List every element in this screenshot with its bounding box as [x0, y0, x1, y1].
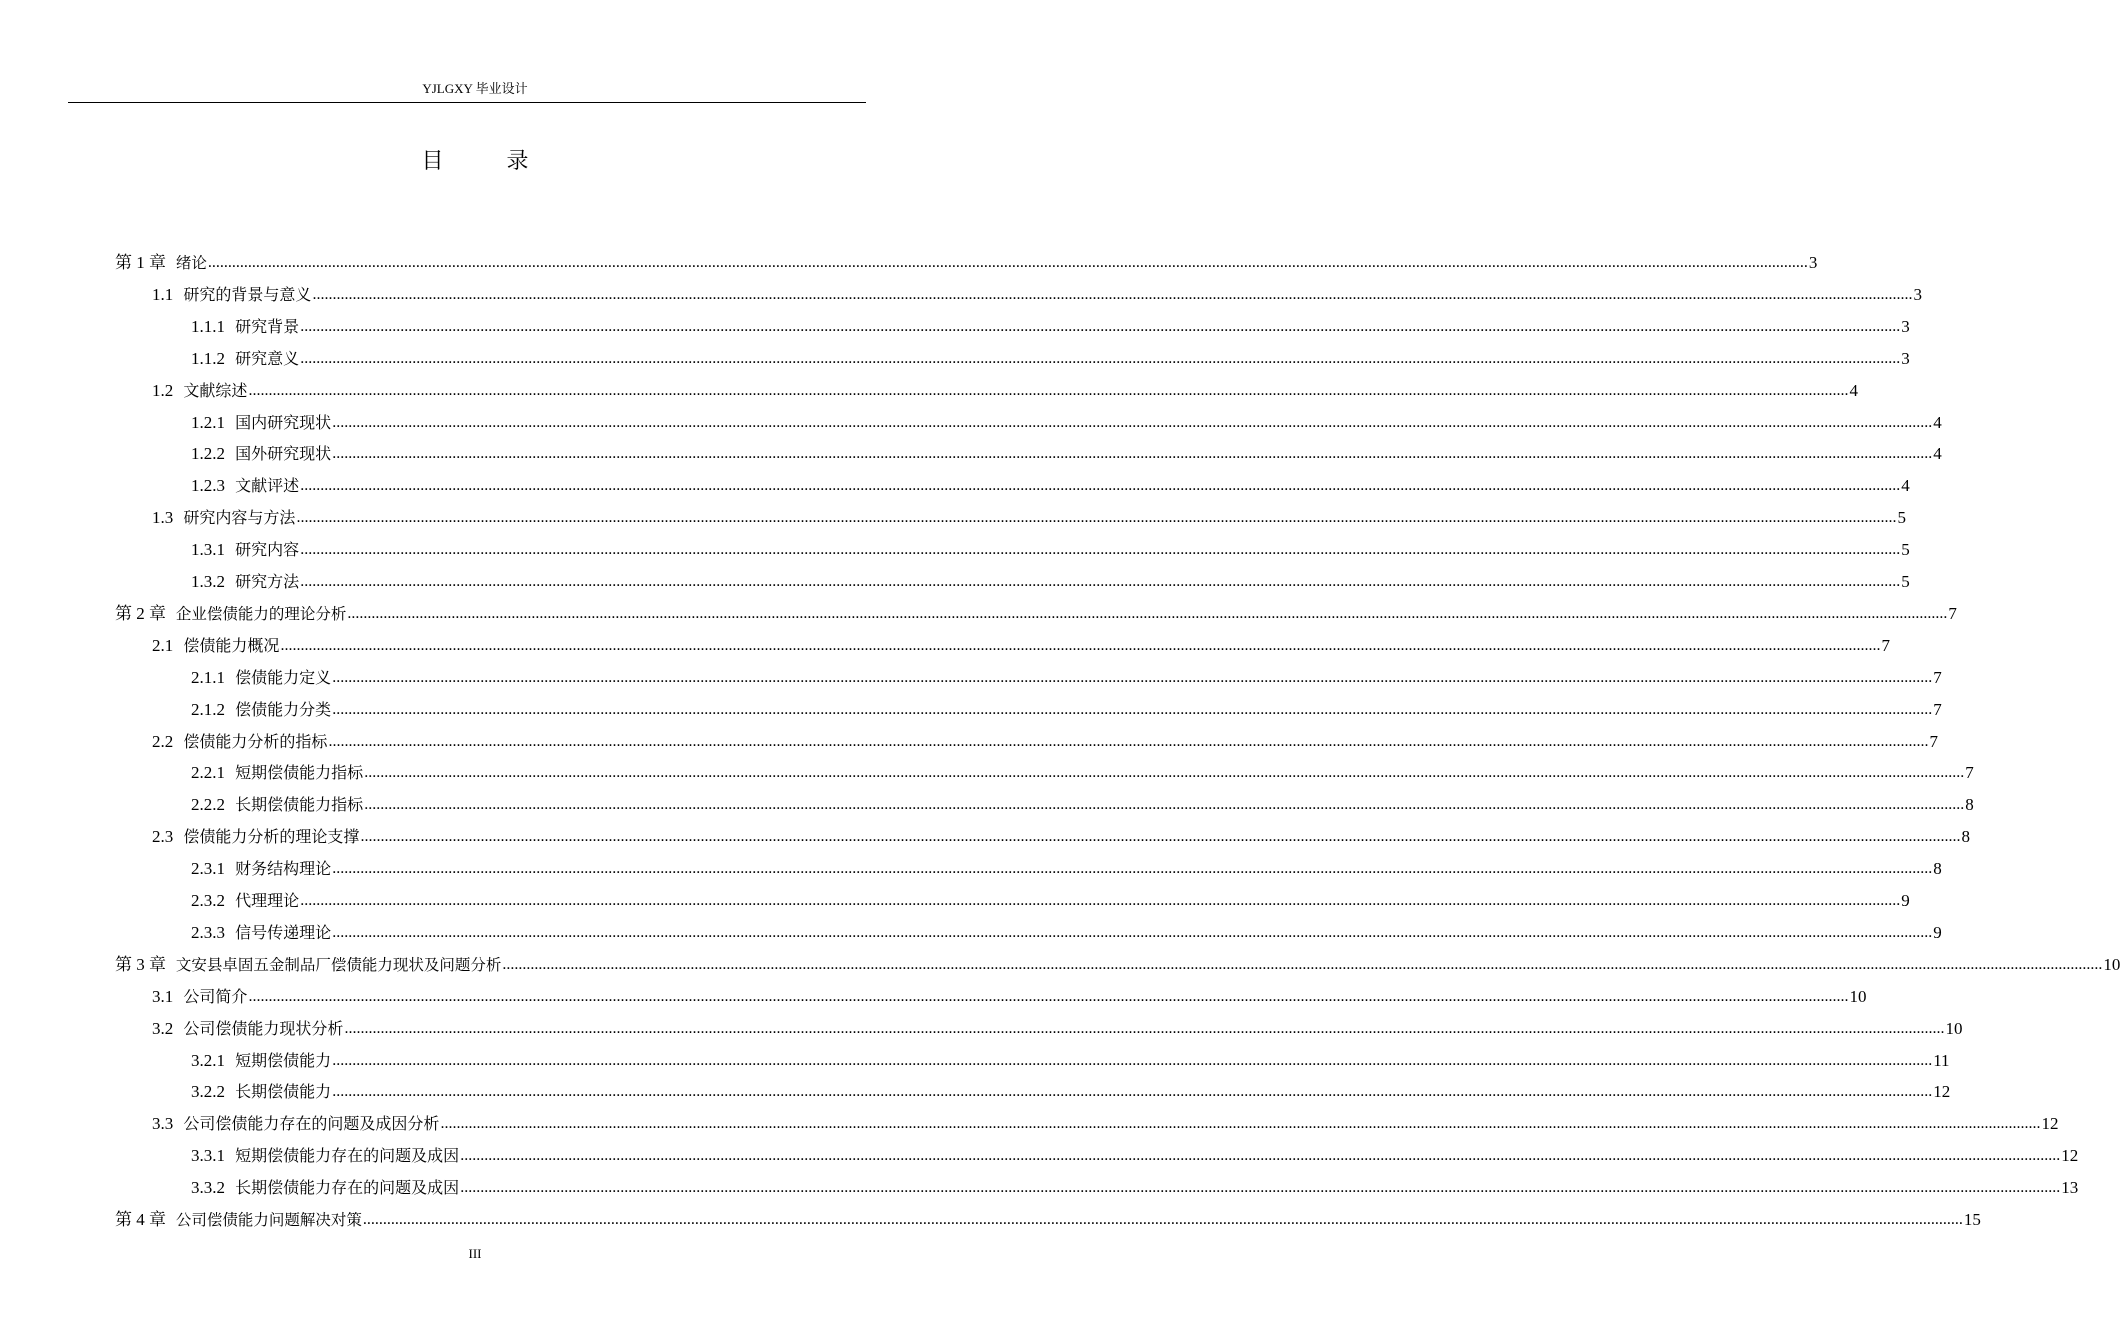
- toc-entry-label: [152, 1113, 439, 1135]
- toc-entry-label: [115, 603, 346, 625]
- toc-dot-leader: ................................................................................................................................................................................................................................................................................................................................................................................................................: [440, 1115, 2041, 1133]
- toc-entry-label: [191, 1145, 459, 1167]
- toc-entry-page: 7: [1881, 635, 1890, 655]
- toc-entry[interactable]: [191, 561, 1910, 593]
- toc-entry-page: 10: [1945, 1018, 1963, 1038]
- toc-entry-title: 代理理论: [235, 891, 300, 910]
- toc-entry-title: 公司偿债能力现状分析: [183, 1018, 344, 1038]
- toc-entry-title: 国外研究现状: [235, 444, 332, 464]
- toc-entry-page: 3: [1901, 316, 1910, 336]
- toc-entry[interactable]: [191, 689, 1942, 721]
- toc-entry-number: 2.1: [152, 635, 174, 655]
- toc-entry-title: 偿债能力定义: [235, 667, 332, 687]
- toc-entry-label: [191, 571, 299, 593]
- toc-entry-page: 7: [1933, 667, 1942, 687]
- toc-entry-title: 研究方法: [235, 572, 300, 591]
- toc-entry[interactable]: [191, 880, 1910, 912]
- toc-entry-number: 2.3: [152, 827, 174, 847]
- toc-entry-title: 信号传递理论: [235, 922, 332, 942]
- toc-entry-label: [191, 1050, 331, 1072]
- toc-entry-number: 3.3: [152, 1114, 174, 1134]
- toc-dot-leader: ................................................................................................................................................................................................................................................................................................................................................................................................................: [332, 1051, 1933, 1069]
- toc-entry-page: 9: [1901, 891, 1910, 910]
- toc-dot-leader: ................................................................................................................................................................................................................................................................................................................................................................................................................: [364, 764, 1965, 782]
- toc-entry-title: 公司偿债能力问题解决对策: [175, 1211, 362, 1229]
- toc-entry-title: 偿债能力分类: [235, 699, 332, 719]
- toc-entry-label: [115, 954, 501, 976]
- toc-dot-leader: ................................................................................................................................................................................................................................................................................................................................................................................................................: [332, 700, 1933, 718]
- toc-entry-label: [191, 667, 331, 689]
- toc-entry-page: 10: [2103, 954, 2120, 974]
- toc-entry-label: [152, 635, 279, 657]
- toc-dot-leader: ................................................................................................................................................................................................................................................................................................................................................................................................................: [332, 668, 1933, 686]
- toc-entry-label: [152, 986, 247, 1008]
- toc-dot-leader: ................................................................................................................................................................................................................................................................................................................................................................................................................: [300, 541, 1901, 559]
- toc-entry-page: 8: [1933, 859, 1942, 879]
- toc-entry-number: 3.1: [152, 986, 174, 1006]
- toc-dot-leader: ................................................................................................................................................................................................................................................................................................................................................................................................................: [300, 317, 1901, 335]
- toc-entry-title: 研究背景: [235, 316, 300, 336]
- toc-entry[interactable]: [115, 944, 2120, 976]
- toc-entry-label: [191, 412, 331, 434]
- toc-entry[interactable]: [152, 497, 1906, 529]
- toc-entry-page: 5: [1897, 508, 1906, 528]
- toc-entry-label: [191, 890, 299, 912]
- toc-entry-title: 短期偿债能力存在的问题及成因: [235, 1146, 460, 1166]
- toc-entry-title: 偿债能力分析的理论支撑: [183, 827, 360, 847]
- toc-entry-number: 3.2.2: [191, 1082, 225, 1102]
- toc-entry-page: 15: [1963, 1210, 1981, 1229]
- toc-entry-number: 1.3.1: [191, 540, 225, 560]
- toc-entry[interactable]: [191, 338, 1910, 370]
- toc-entry-number: 第 1 章: [115, 253, 166, 272]
- toc-entry-page: 4: [1933, 412, 1942, 432]
- toc-entry-page: 4: [1933, 444, 1942, 464]
- toc-entry-page: 7: [1948, 603, 1957, 623]
- toc-dot-leader: ................................................................................................................................................................................................................................................................................................................................................................................................................: [460, 1179, 2061, 1197]
- toc-entry-title: 长期偿债能力存在的问题及成因: [235, 1178, 460, 1198]
- toc-dot-leader: ................................................................................................................................................................................................................................................................................................................................................................................................................: [300, 892, 1901, 909]
- toc-dot-leader: ................................................................................................................................................................................................................................................................................................................................................................................................................: [332, 445, 1933, 463]
- toc-entry[interactable]: [191, 657, 1942, 689]
- toc-entry-number: 2.1.2: [191, 699, 225, 719]
- toc-entry[interactable]: [191, 1167, 2079, 1199]
- toc-dot-leader: ................................................................................................................................................................................................................................................................................................................................................................................................................: [207, 254, 1808, 271]
- toc-entry-number: 2.3.1: [191, 859, 225, 879]
- toc-entry[interactable]: [191, 465, 1910, 497]
- toc-entry-label: [115, 252, 207, 274]
- toc-entry-title: 文献综述: [183, 380, 248, 400]
- toc-entry[interactable]: [191, 1135, 2079, 1167]
- toc-entry-number: 2.2: [152, 731, 174, 751]
- toc-entry-page: 10: [1849, 986, 1867, 1006]
- toc-entry-title: 公司简介: [183, 986, 248, 1006]
- toc-entry[interactable]: [115, 242, 1818, 274]
- toc-entry[interactable]: [191, 1040, 1950, 1072]
- toc-dot-leader: ................................................................................................................................................................................................................................................................................................................................................................................................................: [248, 381, 1849, 399]
- toc-dot-leader: ................................................................................................................................................................................................................................................................................................................................................................................................................: [296, 509, 1897, 527]
- toc-entry-number: 3.2: [152, 1018, 174, 1038]
- toc-entry[interactable]: [152, 625, 1890, 657]
- toc-entry-label: [152, 731, 327, 753]
- toc-entry-title: 短期偿债能力指标: [235, 763, 364, 783]
- toc-entry-label: [191, 762, 363, 784]
- toc-entry[interactable]: [191, 912, 1942, 944]
- toc-entry-title: 短期偿债能力: [235, 1050, 332, 1070]
- toc-entry-page: 11: [1933, 1050, 1950, 1070]
- toc-entry-number: 2.3.2: [191, 891, 225, 910]
- toc-dot-leader: ................................................................................................................................................................................................................................................................................................................................................................................................................: [300, 349, 1901, 367]
- toc-entry-number: 1.2.3: [191, 476, 225, 496]
- toc-entry-number: 1.1.1: [191, 316, 225, 336]
- toc-entry-label: [191, 1081, 331, 1103]
- toc-entry-title: 文献评述: [235, 476, 300, 496]
- toc-entry-number: 2.2.1: [191, 763, 225, 783]
- toc-dot-leader: ................................................................................................................................................................................................................................................................................................................................................................................................................: [360, 828, 1961, 846]
- toc-entry-number: 1.3.2: [191, 572, 225, 591]
- toc-dot-leader: ................................................................................................................................................................................................................................................................................................................................................................................................................: [300, 477, 1901, 495]
- toc-entry[interactable]: [152, 976, 1867, 1008]
- toc-dot-leader: ................................................................................................................................................................................................................................................................................................................................................................................................................: [300, 573, 1901, 590]
- toc-entry-title: 绪论: [175, 254, 207, 272]
- toc-entry-page: 12: [2041, 1114, 2059, 1134]
- page-number: III: [468, 1246, 482, 1261]
- toc-entry-label: [152, 826, 359, 848]
- toc-entry-title: 财务结构理论: [235, 859, 332, 879]
- toc-entry-title: 偿债能力概况: [183, 635, 280, 655]
- toc-entry-page: 12: [2061, 1146, 2079, 1166]
- toc-entry-page: 12: [1933, 1082, 1951, 1102]
- toc-entry-number: 第 3 章: [115, 954, 166, 974]
- toc-entry-title: 长期偿债能力: [235, 1082, 332, 1102]
- toc-entry-number: 1.2: [152, 380, 174, 400]
- running-title: YJLGXY 毕业设计: [422, 81, 528, 96]
- toc-entry-title: 研究的背景与意义: [183, 284, 312, 304]
- toc-entry-number: 2.1.1: [191, 667, 225, 687]
- toc-entry-page: 3: [1901, 348, 1910, 368]
- toc-dot-leader: ................................................................................................................................................................................................................................................................................................................................................................................................................: [344, 1019, 1945, 1037]
- toc-entry-title: 公司偿债能力存在的问题及成因分析: [183, 1114, 440, 1134]
- toc-entry[interactable]: [152, 1103, 2059, 1135]
- toc-entry-label: [191, 539, 299, 561]
- toc-entry-label: [152, 507, 295, 529]
- toc-entry-page: 8: [1961, 827, 1970, 847]
- toc-entry[interactable]: [152, 370, 1858, 402]
- toc-entry[interactable]: [191, 529, 1910, 561]
- toc-entry-label: [191, 699, 331, 721]
- toc-entry-page: 5: [1901, 540, 1910, 560]
- toc-entry-page: 7: [1933, 699, 1942, 719]
- toc-dot-leader: ................................................................................................................................................................................................................................................................................................................................................................................................................: [332, 923, 1933, 941]
- toc-entry[interactable]: [152, 721, 1938, 753]
- toc-dot-leader: ................................................................................................................................................................................................................................................................................................................................................................................................................: [328, 732, 1929, 750]
- toc-entry-number: 1.3: [152, 508, 174, 528]
- toc-entry-number: 第 4 章: [115, 1210, 166, 1229]
- header-rule: [68, 102, 866, 103]
- toc-entry-number: 3.2.1: [191, 1050, 225, 1070]
- toc-entry-label: [152, 284, 311, 306]
- toc-entry-number: 1.2.1: [191, 412, 225, 432]
- toc-entry-title: 偿债能力分析的指标: [183, 731, 328, 751]
- toc-entry[interactable]: [191, 306, 1910, 338]
- toc-dot-leader: ................................................................................................................................................................................................................................................................................................................................................................................................................: [362, 1211, 1963, 1228]
- toc-dot-leader: ................................................................................................................................................................................................................................................................................................................................................................................................................: [248, 987, 1849, 1005]
- toc-entry-title: 国内研究现状: [235, 412, 332, 432]
- toc-entry-title: 研究内容与方法: [183, 508, 296, 528]
- toc-entry-page: 3: [1808, 253, 1818, 272]
- toc-entry-number: 3.3.1: [191, 1146, 225, 1166]
- toc-entry-label: [191, 922, 331, 944]
- toc-dot-leader: ................................................................................................................................................................................................................................................................................................................................................................................................................: [280, 636, 1881, 654]
- toc-entry-page: 7: [1965, 763, 1974, 783]
- toc-dot-leader: ................................................................................................................................................................................................................................................................................................................................................................................................................: [347, 604, 1948, 622]
- toc-entry-label: [191, 794, 363, 816]
- toc-entry[interactable]: [152, 816, 1970, 848]
- toc-entry-label: [191, 858, 331, 880]
- toc-entry-page: 4: [1849, 380, 1858, 400]
- toc-entry[interactable]: [191, 402, 1942, 434]
- toc-entry-label: [191, 348, 299, 370]
- toc-entry-page: 5: [1901, 572, 1910, 591]
- toc-entry-number: 1.1.2: [191, 348, 225, 368]
- toc-entry-label: [152, 1018, 343, 1040]
- toc-entry[interactable]: [115, 1199, 1981, 1231]
- toc-entry-label: [191, 475, 299, 497]
- page-title: 目 录: [421, 149, 557, 174]
- toc-entry-label: [191, 316, 299, 338]
- toc-entry[interactable]: [115, 593, 1957, 625]
- toc-entry-title: 研究内容: [235, 540, 300, 560]
- toc-entry-number: 1.1: [152, 284, 174, 304]
- toc-entry[interactable]: [191, 848, 1942, 880]
- toc-entry[interactable]: [191, 752, 1974, 784]
- toc-entry-label: [191, 443, 331, 465]
- toc-dot-leader: ................................................................................................................................................................................................................................................................................................................................................................................................................: [332, 1083, 1933, 1101]
- toc-entry-number: 2.2.2: [191, 795, 225, 815]
- toc-entry-title: 企业偿债能力的理论分析: [175, 604, 347, 623]
- toc-entry-page: 13: [2061, 1178, 2079, 1198]
- toc-entry[interactable]: [191, 784, 1974, 816]
- toc-entry-page: 8: [1965, 795, 1974, 815]
- toc-entry-number: 第 2 章: [115, 603, 166, 623]
- toc-dot-leader: ................................................................................................................................................................................................................................................................................................................................................................................................................: [332, 860, 1933, 878]
- toc-entry-title: 研究意义: [235, 348, 300, 368]
- toc-dot-leader: ................................................................................................................................................................................................................................................................................................................................................................................................................: [502, 955, 2103, 973]
- toc-entry-number: 1.2.2: [191, 444, 225, 464]
- toc-entry-label: [115, 1209, 362, 1231]
- toc-entry[interactable]: [152, 274, 1922, 306]
- toc-dot-leader: ................................................................................................................................................................................................................................................................................................................................................................................................................: [312, 285, 1913, 303]
- toc-entry-number: 2.3.3: [191, 922, 225, 942]
- toc-entry-label: [152, 380, 247, 402]
- toc-entry[interactable]: [191, 433, 1942, 465]
- toc-entry-title: 文安县卓固五金制品厂偿债能力现状及问题分析: [175, 955, 502, 974]
- toc-entry-title: 长期偿债能力指标: [235, 795, 364, 815]
- toc-entry-label: [191, 1177, 459, 1199]
- toc-entry-page: 7: [1929, 731, 1938, 751]
- toc-entry-page: 3: [1913, 284, 1922, 304]
- toc-dot-leader: ................................................................................................................................................................................................................................................................................................................................................................................................................: [460, 1147, 2061, 1165]
- toc-dot-leader: ................................................................................................................................................................................................................................................................................................................................................................................................................: [364, 796, 1965, 814]
- toc-entry[interactable]: [191, 1071, 1951, 1103]
- toc-entry[interactable]: [152, 1008, 1963, 1040]
- toc-entry-number: 3.3.2: [191, 1178, 225, 1198]
- toc-dot-leader: ................................................................................................................................................................................................................................................................................................................................................................................................................: [332, 413, 1933, 431]
- toc-entry-page: 9: [1933, 922, 1942, 942]
- toc-entry-page: 4: [1901, 476, 1910, 496]
